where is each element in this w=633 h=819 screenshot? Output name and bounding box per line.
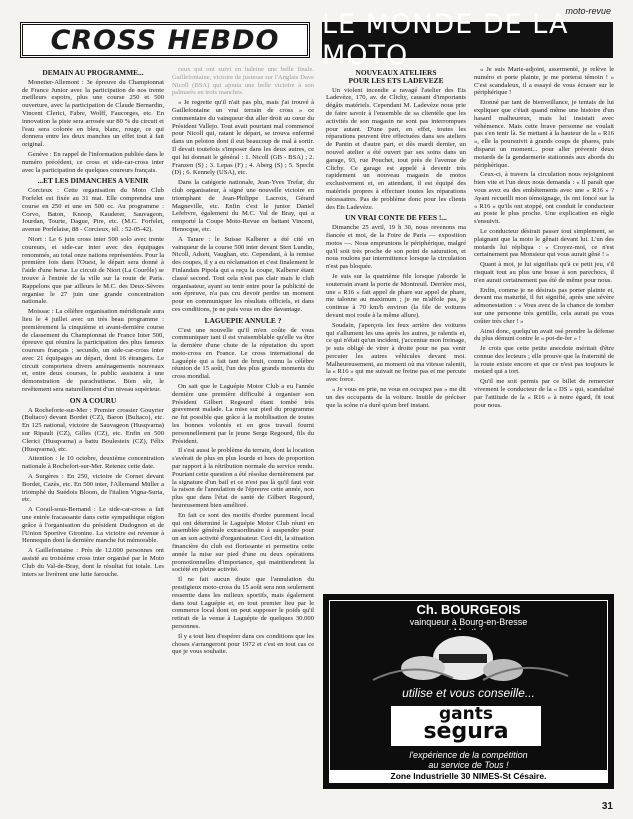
paragraph: « Je regrette qu'il n'ait pas plu, mais j'ai trouvé à Gaillefontaine un vrai terrain de cross » ce commentaire du vainqueur dut aller droit au cœur du Président Vallejo. Tout avait pourtant mal commencé pour Nicoll qui, ratant le départ, se trouva enfermé dans un peloton dont il eut beaucoup de mal à sortir. Il devait toutefois s'imposer dans les deux autres, ce qui lui donnait le général : 1. Nicoll (GB - BSA) ; 2. Franzen (S) ; 3. Lepas (F) ; 4. Aberg (S) ; 5. Specht (D) ; 6. Kennely (USA), etc. (172, 99, 314, 177)
page-number: 31 (601, 801, 613, 812)
paragraph: C'est une nouvelle qu'il m'en coûte de vous communiquer tant il est vraisemblable qu'elle va être la dernière d'une chute de la réputation du sport moto-cross en France. Le cross international de Laguépie qui a fait tant de bruit, connu la célèbre réunion de 15 août, l'un des plus grands moments du cross mondial. (172, 326, 314, 381)
brand-logo (391, 706, 541, 746)
monde-column-2 (474, 66, 614, 590)
headline-line: NOUVEAUX ATELIERS (355, 68, 437, 77)
paragraph: Ainsi donc, quelqu'un avait osé prendre la défense du plus démuni contre le « pot-de-fer » ! (474, 327, 614, 343)
brand-line: segura (423, 719, 509, 744)
ad-slogan-line: l'expérience de la compétition (409, 750, 528, 760)
section-heading: LAGUEPIE ANNULE ? (204, 315, 282, 325)
section-heading: DEMAIN AU PROGRAMME... (42, 68, 144, 77)
paragraph: Il s'est aussi le problème du terrain, dont la location s'avérait de plus en plus lourde et hors de proportion par rapport à la rétribution normale du service rendu. Pourtant cette question a été résolue dernièrement par la signature d'un bail et ce n'est pas là qu'il faut voir la raison de l'annulation de l'épreuve cette année, non plus que dans l'état de santé de Gilbert Regourd, heureusement bien amélioré. (172, 447, 314, 510)
ad-tagline: utilise et vous conseille... (402, 686, 535, 700)
monde-moto-banner: LE MONDE DE LA MOTO (322, 22, 613, 58)
ad-address: Zone Industrielle 30 NIMES-St Césaire. (329, 770, 608, 783)
article-headline: UN VRAI CONTE DE FEES !... (345, 213, 447, 223)
paragraph: A Rocheforte-sur-Mer : Premier crossier Gouyrier (Bultaco) devant Bordet (CZ), Baron (Bultaco), etc. En 125 national, victoire de Sauvageon (Husqvarna) sur Ripault (CZ), Gilles (CZ), etc. Enfin en 500 Clerici (Husqvarna) a battu Boulesteix (CZ), Félix (Husqvarna), etc. (22, 406, 164, 453)
cross-hebdo-banner: CROSS HEBDO (20, 22, 310, 58)
paragraph: A Tarare : le Suisse Kalberer a été cité en vainqueur de la course 500 inter devant Sten Lundin, Nicoll, Adsett, Vaughan, etc. Cependant, à la remise des coupes, il y a eu réclamation et c'est finalement le Finlandais Pipola qui a reçu la coupe, Kalberer étant classé second. Tout cela n'est pas clair mais le club organisateur, ayant su tenir entre pour la publicité de son épreuve, n'a pas cru devoir perdre un moment pour en communiquer les résultats officiels, et dans ces conditions, je ne puis vous en dire davantage. (172, 235, 314, 313)
paragraph: Etonné par tant de bienveillance, je tentais de lui expliquer que c'était quand même une histoire d'un hasard malheureux, mais lui insistait avec véhémence. Mais cette brave personne ne voulait pas s'en tenir là. Se mettant à la hauteur de la « R16 », elle la poursuivit à grands coups de phares, puis disparut un moment... pour aller prévenir deux motards de la gendarmerie stationnés aux abords du périphérique. (474, 99, 614, 169)
paragraph: A Gaillefontaine : Près de 12.000 personnes ont assisté au troisième cross inter organisé par le Moto Club du Val-de-Bray, dont le résultat fut totale. Les inters se livrèrent une lutte farouche. (22, 547, 164, 578)
paragraph: Le conducteur désirait passer tout simplement, se plaignant que la moto le gênait devant lui. L'un des motards lui répliqua : « Croyez-moi, ce n'est certainement pas Monsieur qui vous aurait gêné ! » (474, 227, 614, 259)
paragraph: Enfin, comme je ne désirais pas porter plainte et, devant ma maturité, il fut signifié, après une sévère admonestation : « Vous avez de la chance de tomber sur une personne très gentille, cela aurait pu vous coûter très cher ! » (474, 286, 614, 325)
section-heading: ...ET LES DIMANCHES A VENIR (37, 176, 149, 186)
paragraph: Genève : En rappel de l'information publiée dans le numéro précédent, ce cross et side-car-cross inter avec la participation de quelques coureurs français. (22, 150, 164, 174)
monde-column-1 (326, 66, 466, 590)
paragraph: Attention : le 10 octobre, deuxième concentration nationale à Rochefort-sur-Mer. Retenez cette date. (22, 455, 164, 471)
paragraph: ceux qui ont suivi en haleine une belle finale. Gaillefontaine, victoire de justesse sur l'Anglais Dave Nicoll (BSA) qui ajouta une belle victoire à son palmarès en trois manches. (172, 66, 314, 97)
paragraph: On sait que le Laguépie Motor Club a eu l'année dernière une première difficulté à organiser son Président Gilbert Regourd étant tombé très gravement malade. La mise sur pied du programme ne fut possible que grâce à la mobilisation de toutes les bonnes volontés et en gros travail fourni personnellement par le jeune Serge Regourd, fils du Président. (172, 383, 314, 445)
paragraph: Il ne fait aucun doute que l'annulation du prestigieux moto-cross du 15 août sera non seulement ressentie dans les milieux sportifs, mais également dans tout Laguépie et, en tout premier lieu par le commerce local dont on peut supposer le poids qu'il retirait de la venue à Laguépie de quelques 30.000 personnes. (172, 576, 314, 630)
cross-hebdo-column-1 (22, 66, 164, 806)
paragraph: Je suis sur la quatrième file lorsque j'aborde le souterrain avant la porte de Montreuil. Derrière moi, une « R16 » fait appel de phare sur appel de phare, me talonne au maximum ; je ne m'affole pas, je continue à 70 km/h environ (la file de voitures devant moi roule à la même allure). (326, 272, 466, 319)
paragraph: Quant à moi, je lui signifiais qu'à ce petit jeu, s'il risquait tout au plus une bosse à son parechocs, il n'en aurait certainement pas été de même pour nous. (474, 261, 614, 284)
paragraph: Monetier-Allemont : 3e épreuve du Championnat de France Junior avec la participation de nos trente meilleurs espoirs, plus une course 250 et 500 ouverture, avec la participation de Claude Bernardin, Vincent Clerici, Fabre, Wolff, Faucorges, etc. En innovation la piste sera arrosée sur 80 % du circuit et l'eau sera colorée en bleu, blanc, rouge, ce qui donnera entre les deux manches un effet tout à fait original. (22, 78, 164, 149)
headline-line: POUR LES ETS LADEVEZE (348, 75, 444, 85)
paragraph: Dimanche 25 avril, 19 h 30, nous revenons ma fiancée et moi, de la Foire de Paris — exposition motos —. Nous empruntons le périphérique, malgré qu'il soit très proche de son point de saturation, et nous roulons par intermittence lorsque la circulation n'est pas bloquée. (326, 224, 466, 271)
cross-hebdo-column-2 (172, 66, 314, 806)
paragraph: Soudain, j'aperçois les feux arrière des voitures qui s'allument les uns après les autres, je ralentis et, ce qui n'était qu'un incident, j'accentue mon freinage, je suis obligé de virer à droite pour ne pas venir percuter les autres véhicules devant moi. Malheureusement, au moment où ma vitesse ralentit, la « R16 » qui me suivait ne freine pas et me percute avec force. (326, 321, 466, 384)
ad-slogan (323, 750, 614, 770)
gloves-advertisement (323, 594, 614, 789)
paragraph: A Surgères : En 250, victoire de Cornet devant Bordet, Cazès, etc. En 500 inter, l'Allemand Müller a triomphé du Suédois Bloom, de l'italien Vigna-Suria, etc. (22, 473, 164, 504)
paragraph: Qu'il me soit permis par ce billet de remercier vivement le conducteur de la « DS » qui, scandalisé par l'attitude de la « R16 » à notre égard, fit tout pour nous. (474, 378, 614, 409)
rider-photo (353, 630, 583, 686)
ad-subtitle-line: vainqueur à Bourg-en-Bresse (409, 617, 528, 627)
paragraph: Niort : Le 6 juin cross inter 500 solo avec trente coureurs, et side-car inter avec des équipages renommés, au total onze nations représentées. Pour la première fois dans l'Ouest, le départ sera donné à l'aide d'une herse. Le circuit de Niort (La Courôle) se trouve à l'entrée de la ville sur la route de Paris. Rappelons que par ailleurs le M.C. des Deux-Sèvres organise le 27 juin une grande concentration nationale. (22, 235, 164, 306)
ad-title: Ch. BOURGEOIS (416, 602, 521, 617)
paragraph: « Je vous en prie, ne vous en occupez pas » me dit un des occupants de la voiture. Inutile de préciser que la scène n'a duré qu'un bref instant. (326, 386, 466, 409)
paragraph: Il y a tout lieu d'espérer dans ces conditions que les choses s'arrangeront pour 1972 et c'est en tout cas ce que je vous souhaite. (172, 632, 314, 656)
paragraph: A Corail-sous-Bernand : Le side-car-cross a fait une entrée fracassante dans cette sympathique région grâce à l'organisation du président Dudognon et de l'Union Sportive Gironine. La victoire est revenue à Hennequin dont la dernière manche fut mémorable. (22, 506, 164, 545)
glove-icon (401, 656, 445, 680)
paragraph: Dans la catégorie nationale, Jean-Yves Trefar, du club organisateur, à signé une nouvelle victoire en triomphant de Jean-Philippe Lacroix, Gérard Magneville, etc. Enfin c'est le junior Daniel Lefebvre, également du M.C. Val de Bray, qui a remporté la Coupe Moto-Revue en battant Vincent, Henocque, etc. (172, 179, 314, 233)
paragraph: Moissac : La célèbre organisation méridionale aura lieu le 4 juillet avec un très beau programme : premièrement la cinquième et avant-dernière course de classement du Championnat de France Inter 500, épreuve qui réunira la participation des plus fameux coureurs français ; secundo, un side-car-cross inter avec 21 équipages au départ, dont 16 étrangers. Le circuit comportera divers aménagements nouveaux et, entre deux courses, le public assistera à une démonstration de parachutisme. Bien sûr, le revêtement sera naturellement d'un niveau supérieur. (22, 308, 164, 394)
paragraph: « Je suis Marie-adjoint, assermenté, je relève le numéro et porte plainte, je me porterai témoin ! » C'est scandaleux, il a essayé de vous écraser sur le périphérique ! (474, 66, 614, 97)
paragraph: Un violent incendie a ravagé l'atelier des Ets Ladevèze, 170, av. de Clichy, causant d'importants dégâts matériels. Cependant M. Ladevèze nous prie de faire savoir à l'ensemble de sa clientèle que les activités de son magasin ne sont pas interrompues pour autant. D'une part, en effet, toutes les réparations peuvent être effectuées dans ses ateliers de Pantin et d'autre part, et dès mardi dernier, un nouvel atelier a été ouvert par ses soins dans un garage, 93, rue Pouchet, tout près de l'avenue de Clichy. Ce garage est appelé à devenir très rapidement un nouveau magasin de motos exclusivement et, en attendant, il est équipé des matériels propres à effectuer toutes les réparations nécessaires. Pas de problème donc pour les clients des Ets Ladevèze. (326, 86, 466, 211)
paragraph: En fait ce sont des motifs d'ordre purement local qui ont déterminé le Laguépie Motor Club réuni en assemblée générale extraordinaire à suspendre pour un an son activité d'organisateur. Ceci dit, la situation financière du club est florissante et permettra cette année la mise sur pied d'une ou deux opérations promotionnelles d'importance, qui maintiendront la société en pleine activité. (172, 511, 314, 574)
brand-line: gants (439, 704, 493, 724)
ad-slogan-line: au service de Tous ! (428, 760, 509, 770)
paragraph: Ceux-ci, à travers la circulation nous rejoignirent bien vite et l'un deux nous demanda : « Il paraît que vous avez eu des embêtements avec une « R16 » ? Ayant recueilli mon témoignage, ils ont foncé sur la « R16 » qu'ils ont stoppé, ont conduit le conducteur au poste le plus proche. Une explication en règle s'ensuivit. (474, 171, 614, 226)
article-headline (326, 69, 466, 85)
magazine-name: moto-revue (565, 6, 611, 16)
section-heading: ON A COURU (69, 395, 117, 405)
paragraph: Je crois que cette petite anecdote méritait d'être connue des lecteurs ; elle prouve que la fraternité de la route existe encore et que ce n'est pas toujours le motard qui a tort. (474, 345, 614, 376)
paragraph: Corcieux : Cette organisation du Moto Club Forfelet est fixée au 31 mai. Elle comprendra une course en 250 et une en 500 cc. Au programme : Corvo, Baton, Knoop, Kauderer, Sauvageon, Jourdan, Tourte, Dague, Pire, etc. (M.C. Forfelet, avenue Porfelaise, 88 - Corcieux, tél. : 52-05-42). (22, 187, 164, 234)
